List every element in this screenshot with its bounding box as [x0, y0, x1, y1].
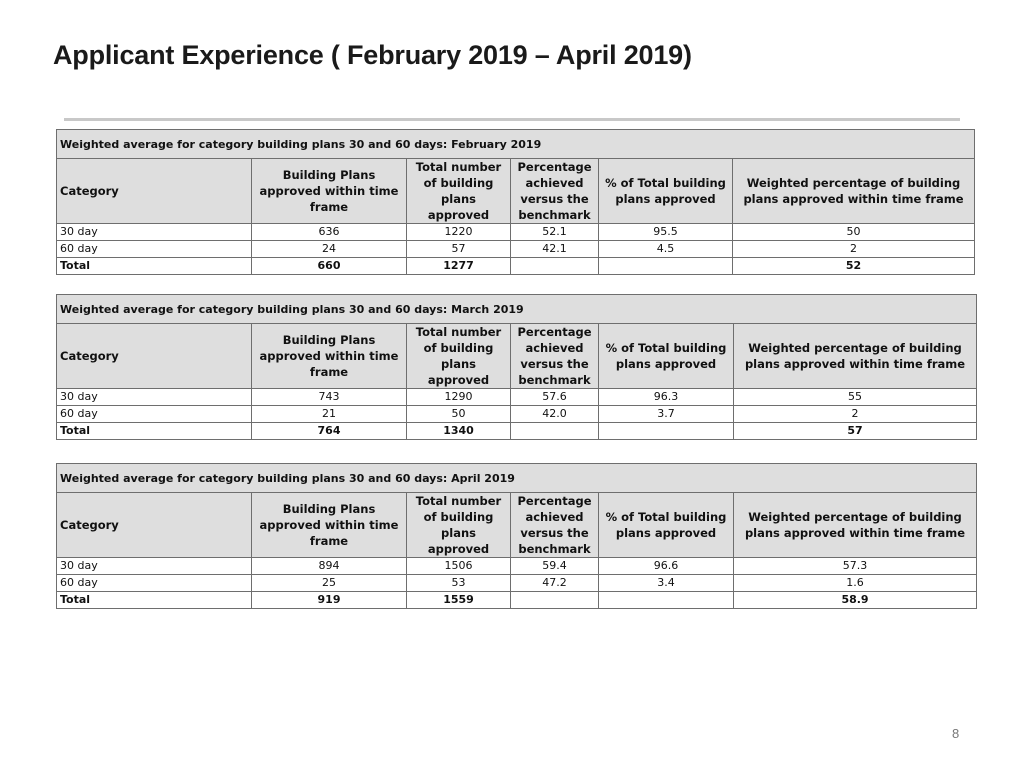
cell-weighted: 52 — [733, 258, 975, 275]
cell-weighted: 55 — [734, 389, 977, 406]
cell-percentage — [511, 423, 599, 440]
table-total-row — [57, 592, 977, 609]
cell-approved: 25 — [252, 575, 407, 592]
cell-percentage: 47.2 — [511, 575, 599, 592]
page-title: Applicant Experience ( February 2019 – April 2019) — [53, 40, 692, 70]
cell-total: 1506 — [407, 558, 511, 575]
cell-pct-total: 96.3 — [599, 389, 734, 406]
cell-category: 30 day — [57, 558, 252, 575]
table-row — [57, 575, 977, 592]
column-header-percentage: Percentage achieved versus the benchmark — [511, 324, 599, 389]
cell-total: 53 — [407, 575, 511, 592]
column-header-category: Category — [57, 493, 252, 558]
column-header-pct-total: % of Total building plans approved — [599, 493, 734, 558]
cell-weighted: 1.6 — [734, 575, 977, 592]
table-caption: Weighted average for category building plans 30 and 60 days: April 2019 — [57, 464, 977, 493]
column-header-category: Category — [57, 324, 252, 389]
cell-category: Total — [57, 258, 252, 275]
cell-pct-total: 4.5 — [599, 241, 733, 258]
column-header-approved: Building Plans approved within time frame — [252, 324, 407, 389]
cell-pct-total — [599, 592, 734, 609]
cell-approved: 743 — [252, 389, 407, 406]
cell-percentage — [511, 258, 599, 275]
cell-weighted: 2 — [733, 241, 975, 258]
cell-percentage — [511, 592, 599, 609]
cell-category: Total — [57, 423, 252, 440]
page-number: 8 — [952, 726, 960, 741]
cell-category: 60 day — [57, 406, 252, 423]
column-header-total: Total number of building plans approved — [407, 159, 511, 224]
table-row — [57, 558, 977, 575]
cell-pct-total — [599, 258, 733, 275]
cell-total: 1290 — [407, 389, 511, 406]
cell-approved: 919 — [252, 592, 407, 609]
column-header-pct-total: % of Total building plans approved — [599, 159, 733, 224]
column-header-percentage: Percentage achieved versus the benchmark — [511, 493, 599, 558]
cell-weighted: 57 — [734, 423, 977, 440]
column-header-total: Total number of building plans approved — [407, 324, 511, 389]
table-caption: Weighted average for category building plans 30 and 60 days: February 2019 — [57, 130, 975, 159]
cell-percentage: 59.4 — [511, 558, 599, 575]
cell-total: 1277 — [407, 258, 511, 275]
table-total-row — [57, 258, 975, 275]
cell-weighted: 50 — [733, 224, 975, 241]
table-row — [57, 241, 975, 258]
column-header-weighted: Weighted percentage of building plans approved within time frame — [734, 493, 977, 558]
cell-approved: 21 — [252, 406, 407, 423]
table-february — [56, 129, 975, 275]
cell-percentage: 57.6 — [511, 389, 599, 406]
cell-pct-total: 96.6 — [599, 558, 734, 575]
table-caption: Weighted average for category building plans 30 and 60 days: March 2019 — [57, 295, 977, 324]
cell-pct-total: 3.7 — [599, 406, 734, 423]
cell-category: 30 day — [57, 224, 252, 241]
table-row — [57, 406, 977, 423]
cell-approved: 764 — [252, 423, 407, 440]
table-april — [56, 463, 977, 609]
cell-percentage: 42.0 — [511, 406, 599, 423]
cell-category: Total — [57, 592, 252, 609]
cell-category: 60 day — [57, 241, 252, 258]
column-header-pct-total: % of Total building plans approved — [599, 324, 734, 389]
cell-weighted: 58.9 — [734, 592, 977, 609]
cell-total: 1340 — [407, 423, 511, 440]
cell-percentage: 52.1 — [511, 224, 599, 241]
table-total-row — [57, 423, 977, 440]
cell-total: 57 — [407, 241, 511, 258]
table-row — [57, 389, 977, 406]
cell-approved: 636 — [252, 224, 407, 241]
cell-approved: 894 — [252, 558, 407, 575]
cell-pct-total: 3.4 — [599, 575, 734, 592]
cell-category: 60 day — [57, 575, 252, 592]
cell-total: 50 — [407, 406, 511, 423]
cell-approved: 24 — [252, 241, 407, 258]
column-header-category: Category — [57, 159, 252, 224]
cell-category: 30 day — [57, 389, 252, 406]
cell-total: 1220 — [407, 224, 511, 241]
column-header-percentage: Percentage achieved versus the benchmark — [511, 159, 599, 224]
cell-weighted: 57.3 — [734, 558, 977, 575]
table-row — [57, 224, 975, 241]
cell-total: 1559 — [407, 592, 511, 609]
column-header-weighted: Weighted percentage of building plans approved within time frame — [733, 159, 975, 224]
column-header-weighted: Weighted percentage of building plans approved within time frame — [734, 324, 977, 389]
cell-pct-total: 95.5 — [599, 224, 733, 241]
title-divider — [64, 118, 960, 121]
cell-percentage: 42.1 — [511, 241, 599, 258]
cell-pct-total — [599, 423, 734, 440]
column-header-approved: Building Plans approved within time frame — [252, 159, 407, 224]
cell-weighted: 2 — [734, 406, 977, 423]
cell-approved: 660 — [252, 258, 407, 275]
column-header-approved: Building Plans approved within time frame — [252, 493, 407, 558]
column-header-total: Total number of building plans approved — [407, 493, 511, 558]
table-march — [56, 294, 977, 440]
